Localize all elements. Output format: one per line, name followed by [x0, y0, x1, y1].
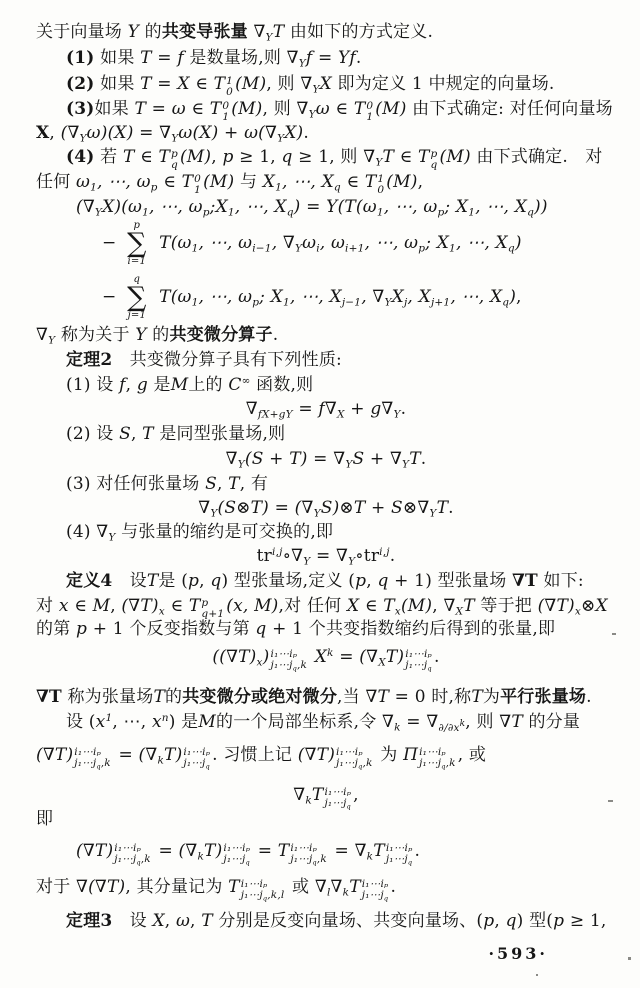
text-line: $\nabla_{fX+gY} = f\nabla_X + g\nabla_Y$. — [245, 399, 407, 421]
text-line: 关于向量场 Y 的共变导张量 $\nabla_YT$ 由如下的方式定义. — [36, 22, 434, 44]
text-line: 定理2 共变微分算子具有下列性质: — [66, 350, 342, 370]
scan-speck — [628, 957, 631, 960]
scan-speck — [536, 974, 538, 976]
text-line: $((\nabla T)_x)$ i₁⋯iₚ $j_1\cdots j_q,k$ $X^k = (\nabla_XT)$ i₁⋯iₚ $j_1\cdots j_q$ . — [212, 647, 440, 673]
text-line: (3) 对任何张量场 S, T, 有 — [66, 474, 269, 494]
page-number: ·593· — [488, 944, 548, 963]
text-line: (∇T) i₁⋯iₚ $j_1\cdots j_q,k$ = $(\nabla_kT)$ i₁⋯iₚ $j_1\cdots j_q$ = T i₁⋯iₚ $j_1\cdots j_q,k$ = $\nabla_kT$ i₁⋯iₚ $j_1\cdots j_q$ . — [76, 841, 421, 867]
summation-sigma: p ∑ i=1 — [127, 219, 147, 268]
scan-speck — [608, 800, 613, 802]
text-line: (2) 如果 T = X ∈ T 1 0 (M), 则 $\nabla_YX$ 即为定义 1 中规定的向量场. — [66, 74, 555, 98]
summation-sigma: q ∑ j=1 — [127, 273, 147, 322]
text-line: 对于 ∇(∇T), 其分量记为 T i₁⋯iₚ $j_1\cdots j_q,k,l$ 或 $\nabla_l\nabla_kT$ i₁⋯iₚ $j_1\cdots j_q$ . — [36, 877, 397, 903]
text-line: − q ∑ j=1 $T(\omega_1$, ⋯, $\omega_p$; $X_1$, ⋯, $X_{j-1}$, $\nabla_YX_j$, $X_{j+1}$, ⋯, $X_q$), — [102, 273, 522, 322]
text-line: $\nabla_Y(S + T) = \nabla_YS + \nabla_YT$. — [225, 449, 427, 471]
text-line: (4) 若 T ∈ T p q (M), p ≥ 1, q ≥ 1, 则 $\nabla_YT$ ∈ T p q (M) 由下式确定. 对 — [66, 147, 603, 171]
text-line: − p ∑ i=1 $T(\omega_1$, ⋯, $\omega_{i-1}$, $\nabla_Y\omega_i$, $\omega_{i+1}$, ⋯, $\omega_p$; $X_1$, ⋯, $X_q$) — [102, 219, 522, 268]
text-line: $(\nabla_YX)(\omega_1$, ⋯, $\omega_p;X_1$, ⋯, $X_q) = Y(T(\omega_1$, ⋯, $\omega_p$; $X_1$, ⋯, $X_q$)) — [76, 197, 548, 219]
text-line: (4) $\nabla_Y$ 与张量的缩约是可交换的,即 — [66, 522, 334, 544]
text-line: $tr^{i,j}\circ\nabla_Y$ = $\nabla_Y\circ tr^{i,j}$. — [256, 546, 396, 568]
text-line: 任何 $\omega_1$, ⋯, $\omega_p$ ∈ T 0 1 (M) 与 $X_1$, ⋯, $X_q$ ∈ T 1 0 (M), — [36, 172, 424, 196]
text-line: (1) 设 f, g 是M上的 C∞ 函数,则 — [66, 375, 314, 395]
text-line: 设 ($x^1$, ⋯, $x^n$) 是M的一个局部坐标系,令 $\nabla_k = \nabla_{\partial/\partial x^k}$, 则 ∇T 的分量 — [66, 712, 581, 734]
text-line: (2) 设 S, T 是同型张量场,则 — [66, 424, 286, 444]
text-line: X, $(\nabla_Y\omega)(X) = \nabla_Y\omega(X) + \omega(\nabla_YX)$. — [36, 123, 309, 145]
text-line: (3)如果 T = ω ∈ T 0 1 (M), 则 $\nabla_Y\omega$ ∈ T 0 1 (M) 由下式确定: 对任何向量场 — [66, 99, 613, 123]
text-line: $\nabla_Y$ 称为关于 Y 的共变微分算子. — [36, 325, 279, 347]
text-line: 即 — [36, 809, 54, 829]
text-line: 的第 p + 1 个反变指数与第 q + 1 个共变指数缩约后得到的张量,即 — [36, 619, 556, 639]
text-line: 定义4 设T是 (p, q) 型张量场,定义 (p, q + 1) 型张量场 ∇T 如下: — [66, 571, 584, 591]
scan-speck — [612, 633, 616, 635]
text-line: (1) 如果 T = f 是数量场,则 $\nabla_Yf = Yf$. — [66, 48, 362, 70]
text-line: 对 x ∈ M, $(\nabla T)_x$ ∈ T p q+1 (x, M),对 任何 X ∈ $T_x(M)$, $\nabla_XT$ 等于把 $(\nabla T)_x\otimes X$ — [36, 596, 608, 620]
text-line: 定理3 设 X, ω, T 分别是反变向量场、共变向量场、(p, q) 型(p ≥ 1, — [66, 911, 607, 931]
text-line: (∇T) i₁⋯iₚ $j_1\cdots j_q,k$ = $(\nabla_kT)$ i₁⋯iₚ $j_1\cdots j_q$ . 习惯上记 (∇T) i₁⋯iₚ $j_1\cdots j_q,k$ 为 Π i₁⋯iₚ $j_1\cdots j_q,k$ , 或 — [36, 745, 487, 771]
text-line: $\nabla_Y(S\otimes T)$ = $(\nabla_YS)\otimes T$ + $S\otimes\nabla_YT$. — [198, 498, 454, 520]
text-line: $\nabla_kT$ i₁⋯iₚ $j_1\cdots j_q$ , — [293, 785, 359, 811]
text-line: ∇T 称为张量场T的共变微分或绝对微分,当 ∇T = 0 时,称T为平行张量场. — [36, 687, 592, 707]
